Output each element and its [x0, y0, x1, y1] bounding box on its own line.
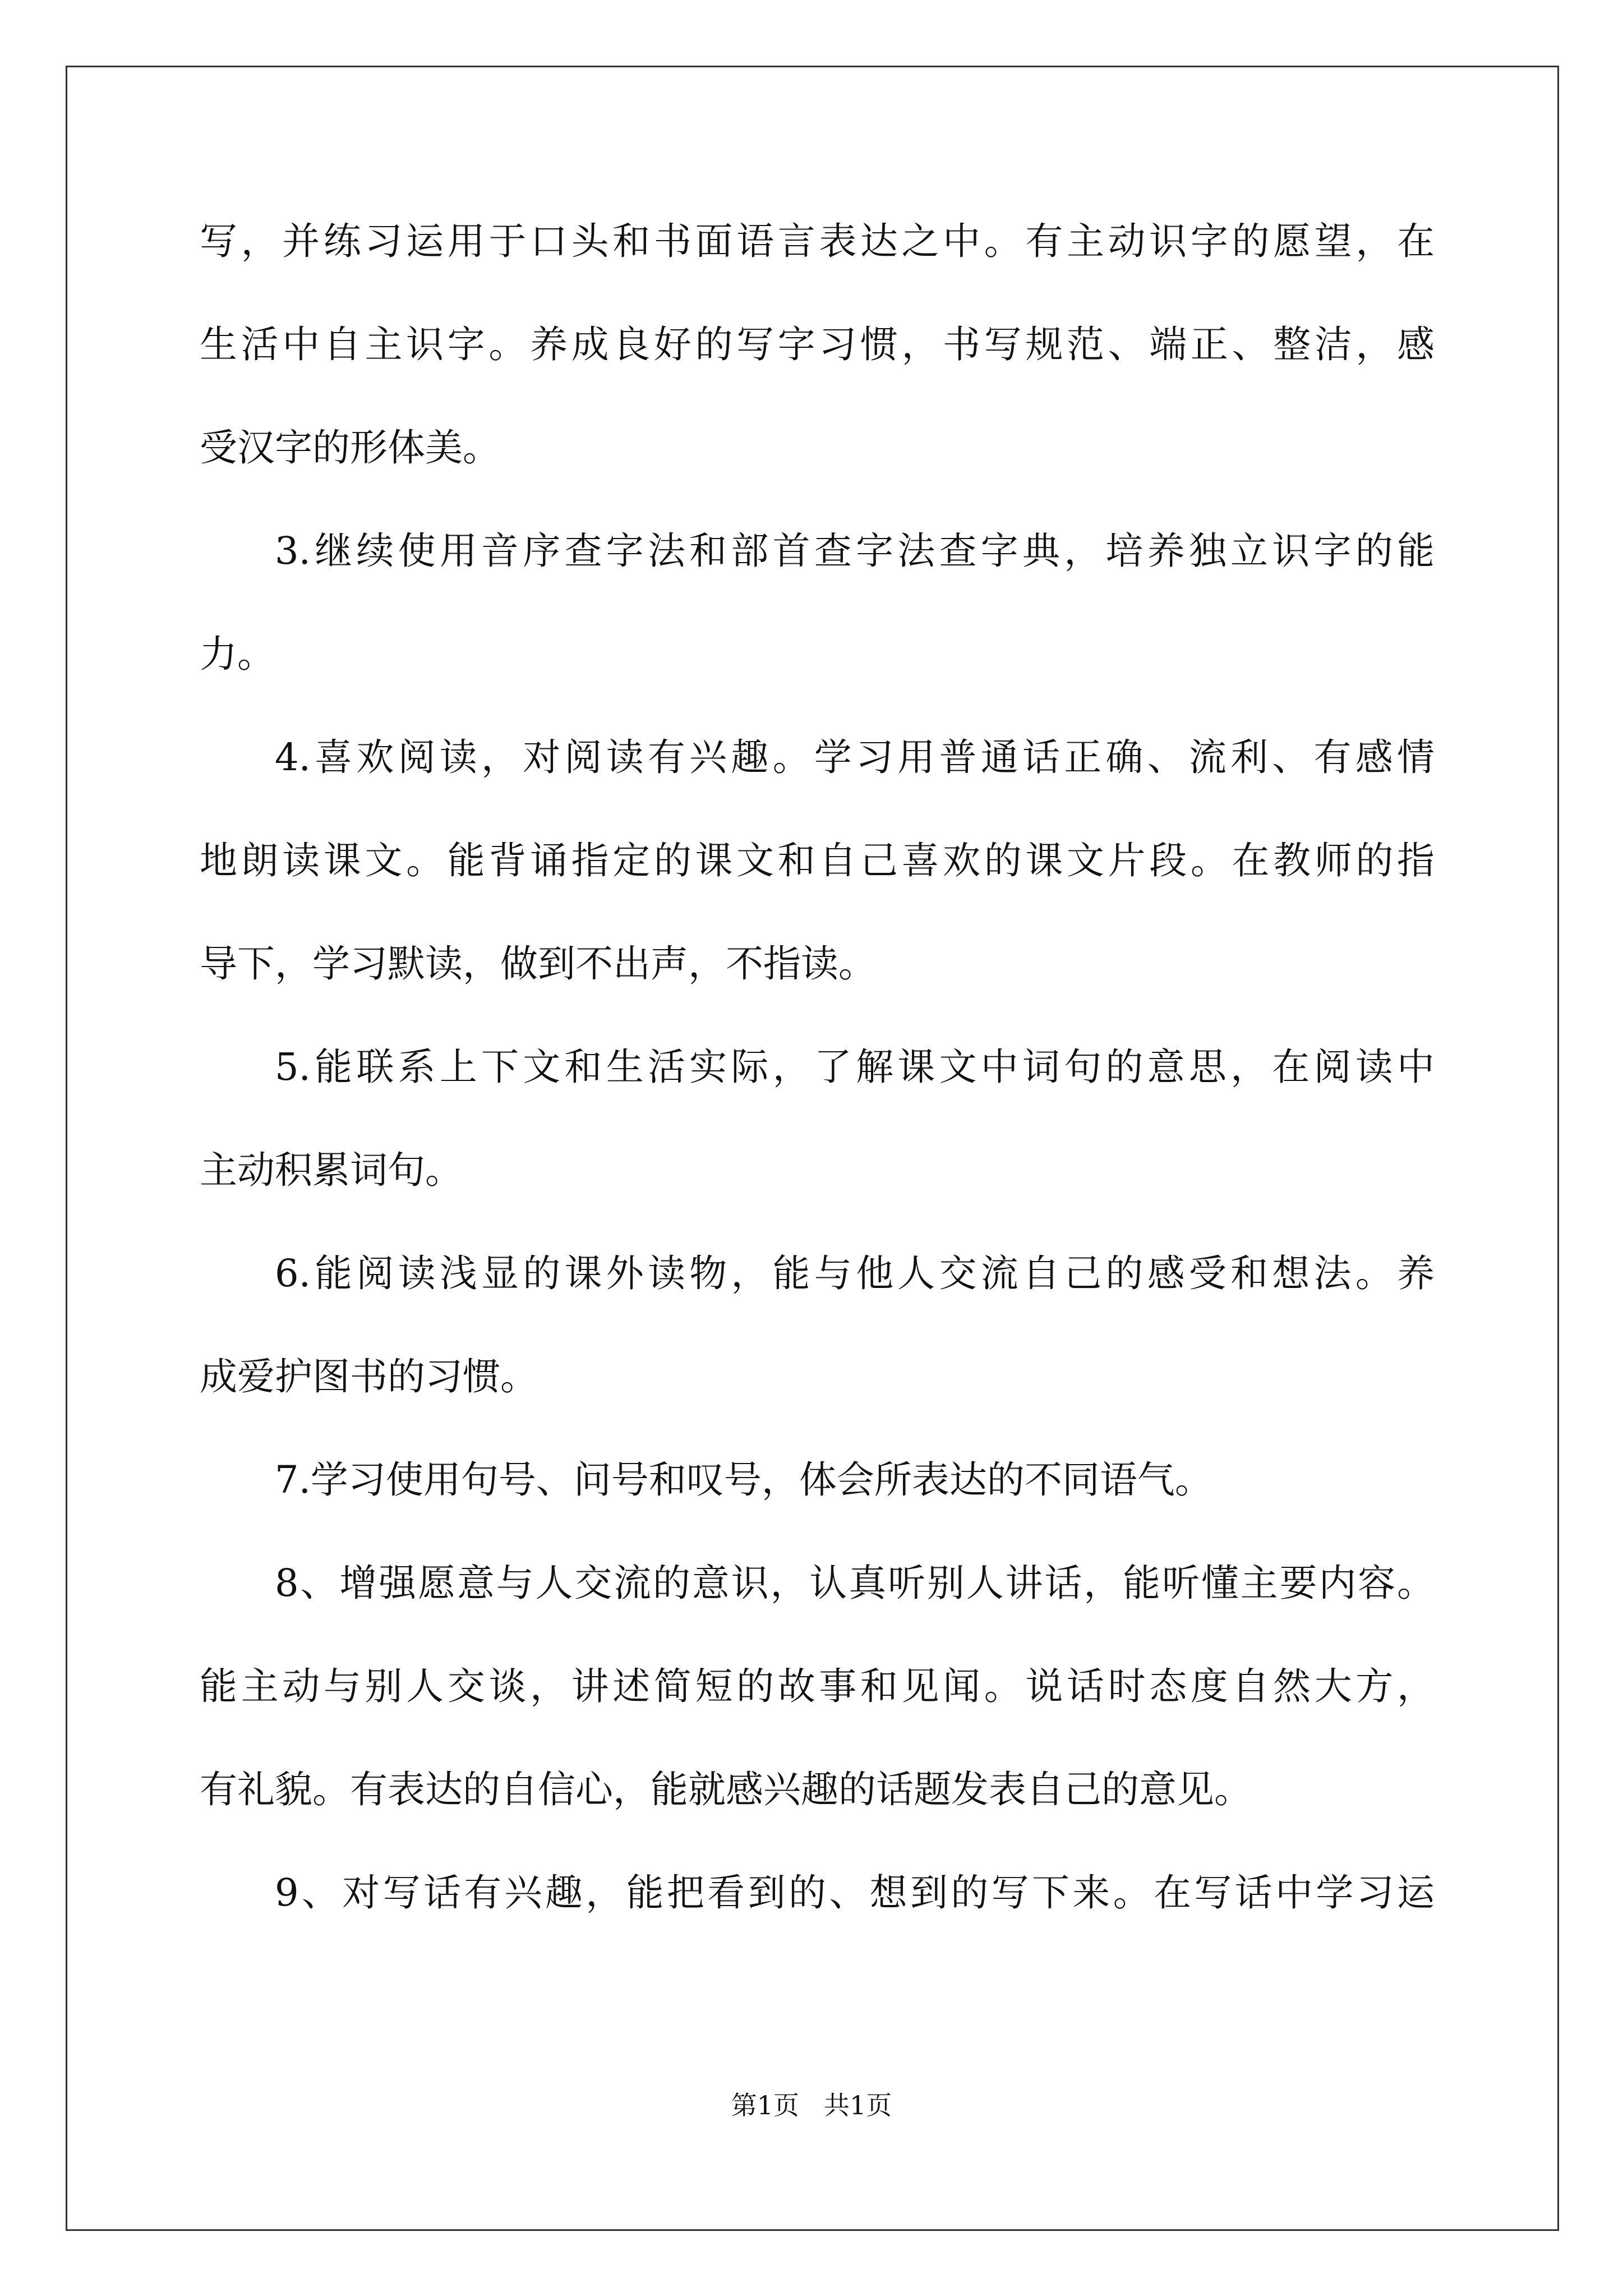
text-line: 6.能阅读浅显的课外读物，能与他人交流自己的感受和想法。养: [275, 1251, 1435, 1295]
text-line: 9、对写话有兴趣，能把看到的、想到的写下来。在写话中学习运: [275, 1871, 1435, 1915]
text-line: 受汉字的形体美。: [200, 426, 500, 470]
text-line: 3.继续使用音序查字法和部首查字法查字典，培养独立识字的能: [275, 529, 1435, 573]
text-line: 地朗读课文。能背诵指定的课文和自己喜欢的课文片段。在教师的指: [200, 839, 1435, 882]
page-total: 共1页: [823, 2090, 892, 2120]
text-line: 能主动与别人交谈，讲述简短的故事和见闻。说话时态度自然大方，: [200, 1664, 1435, 1708]
text-line: 7.学习使用句号、问号和叹号，体会所表达的不同语气。: [275, 1458, 1212, 1502]
text-line: 主动积累词句。: [200, 1148, 463, 1192]
text-line: 4.喜欢阅读，对阅读有兴趣。学习用普通话正确、流利、有感情: [275, 735, 1435, 779]
text-line: 有礼貌。有表达的自信心，能就感兴趣的话题发表自己的意见。: [200, 1768, 1252, 1811]
text-line: 8、增强愿意与人交流的意识，认真听别人讲话，能听懂主要内容。: [275, 1561, 1435, 1605]
text-line: 5.能联系上下文和生活实际，了解课文中词句的意思，在阅读中: [275, 1045, 1435, 1089]
text-line: 导下，学习默读，做到不出声，不指读。: [200, 942, 876, 986]
text-line: 力。: [200, 632, 275, 676]
text-line: 生活中自主识字。养成良好的写字习惯，书写规范、端正、整洁，感: [200, 323, 1435, 366]
text-line: 写，并练习运用于口头和书面语言表达之中。有主动识字的愿望，在: [200, 219, 1435, 263]
page-number: 第1页: [731, 2090, 800, 2120]
page-footer: [0, 2090, 1623, 2121]
text-line: 成爱护图书的习惯。: [200, 1355, 538, 1398]
